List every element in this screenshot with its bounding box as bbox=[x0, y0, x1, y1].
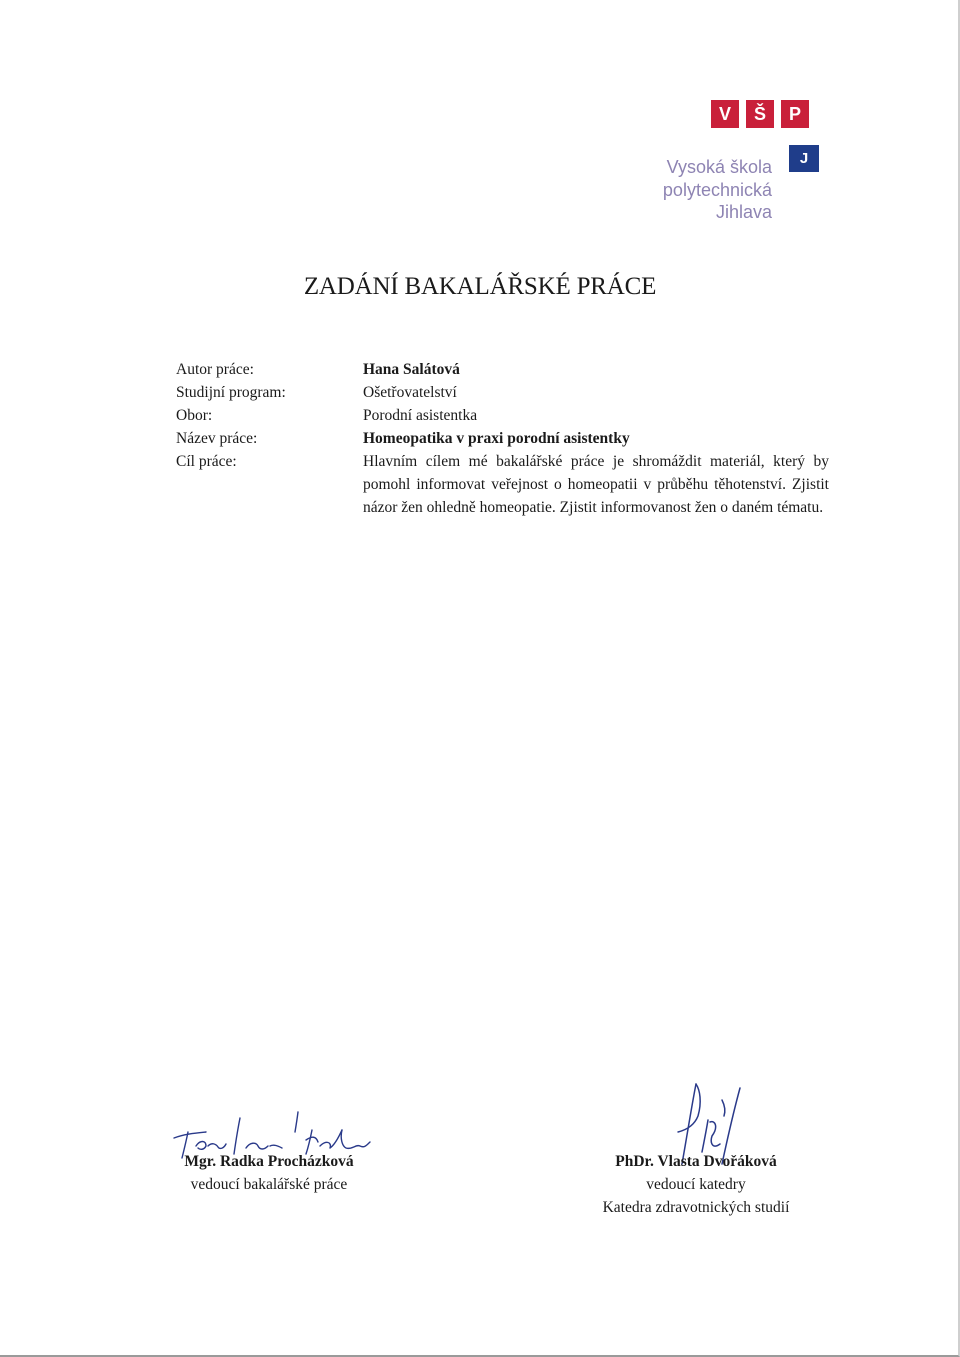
assignment-fields bbox=[176, 358, 836, 519]
goal-label: Cíl práce: bbox=[176, 453, 237, 470]
author-label: Autor práce: bbox=[176, 361, 254, 378]
document-title: ZADÁNÍ BAKALÁŘSKÉ PRÁCE bbox=[303, 273, 657, 300]
thesis-value: Homeopatika v praxi porodní asistentky bbox=[363, 430, 630, 447]
logo-letter-j: J bbox=[789, 145, 819, 172]
logo-letter-s: Š bbox=[746, 100, 774, 128]
program-value: Ošetřovatelství bbox=[363, 384, 457, 401]
signature-block-head bbox=[576, 1150, 816, 1219]
signature-block-supervisor bbox=[169, 1150, 369, 1196]
program-label: Studijní program: bbox=[176, 384, 286, 401]
goal-value: Hlavním cílem mé bakalářské práce je shromáždit materiál, který by pomohl informovat veřejnost o homeopatii v průběhu těhotenství. Zjistit názor žen ohledně homeopatie. Zjistit informovanost žen o daném tématu. bbox=[363, 453, 829, 516]
field-label: Obor: bbox=[176, 407, 213, 424]
logo-line-1: Vysoká škola bbox=[666, 157, 772, 177]
thesis-label: Název práce: bbox=[176, 430, 258, 447]
goal-row bbox=[176, 450, 836, 519]
head-role: vedoucí katedry bbox=[646, 1176, 746, 1193]
logo-line-3: Jihlava bbox=[715, 202, 772, 222]
logo-line-2: polytechnická bbox=[662, 180, 772, 200]
field-value: Porodní asistentka bbox=[363, 407, 478, 424]
head-department: Katedra zdravotnických studií bbox=[602, 1199, 790, 1216]
supervisor-name: Mgr. Radka Procházková bbox=[184, 1153, 354, 1170]
program-row bbox=[176, 381, 836, 404]
logo-letter-v: V bbox=[711, 100, 739, 128]
supervisor-role: vedoucí bakalářské práce bbox=[190, 1176, 348, 1193]
head-name: PhDr. Vlasta Dvořáková bbox=[615, 1153, 777, 1170]
field-row bbox=[176, 404, 836, 427]
thesis-row bbox=[176, 427, 836, 450]
school-logo bbox=[650, 100, 830, 225]
author-row bbox=[176, 358, 836, 381]
author-value: Hana Salátová bbox=[363, 361, 460, 378]
logo-letter-p: P bbox=[781, 100, 809, 128]
